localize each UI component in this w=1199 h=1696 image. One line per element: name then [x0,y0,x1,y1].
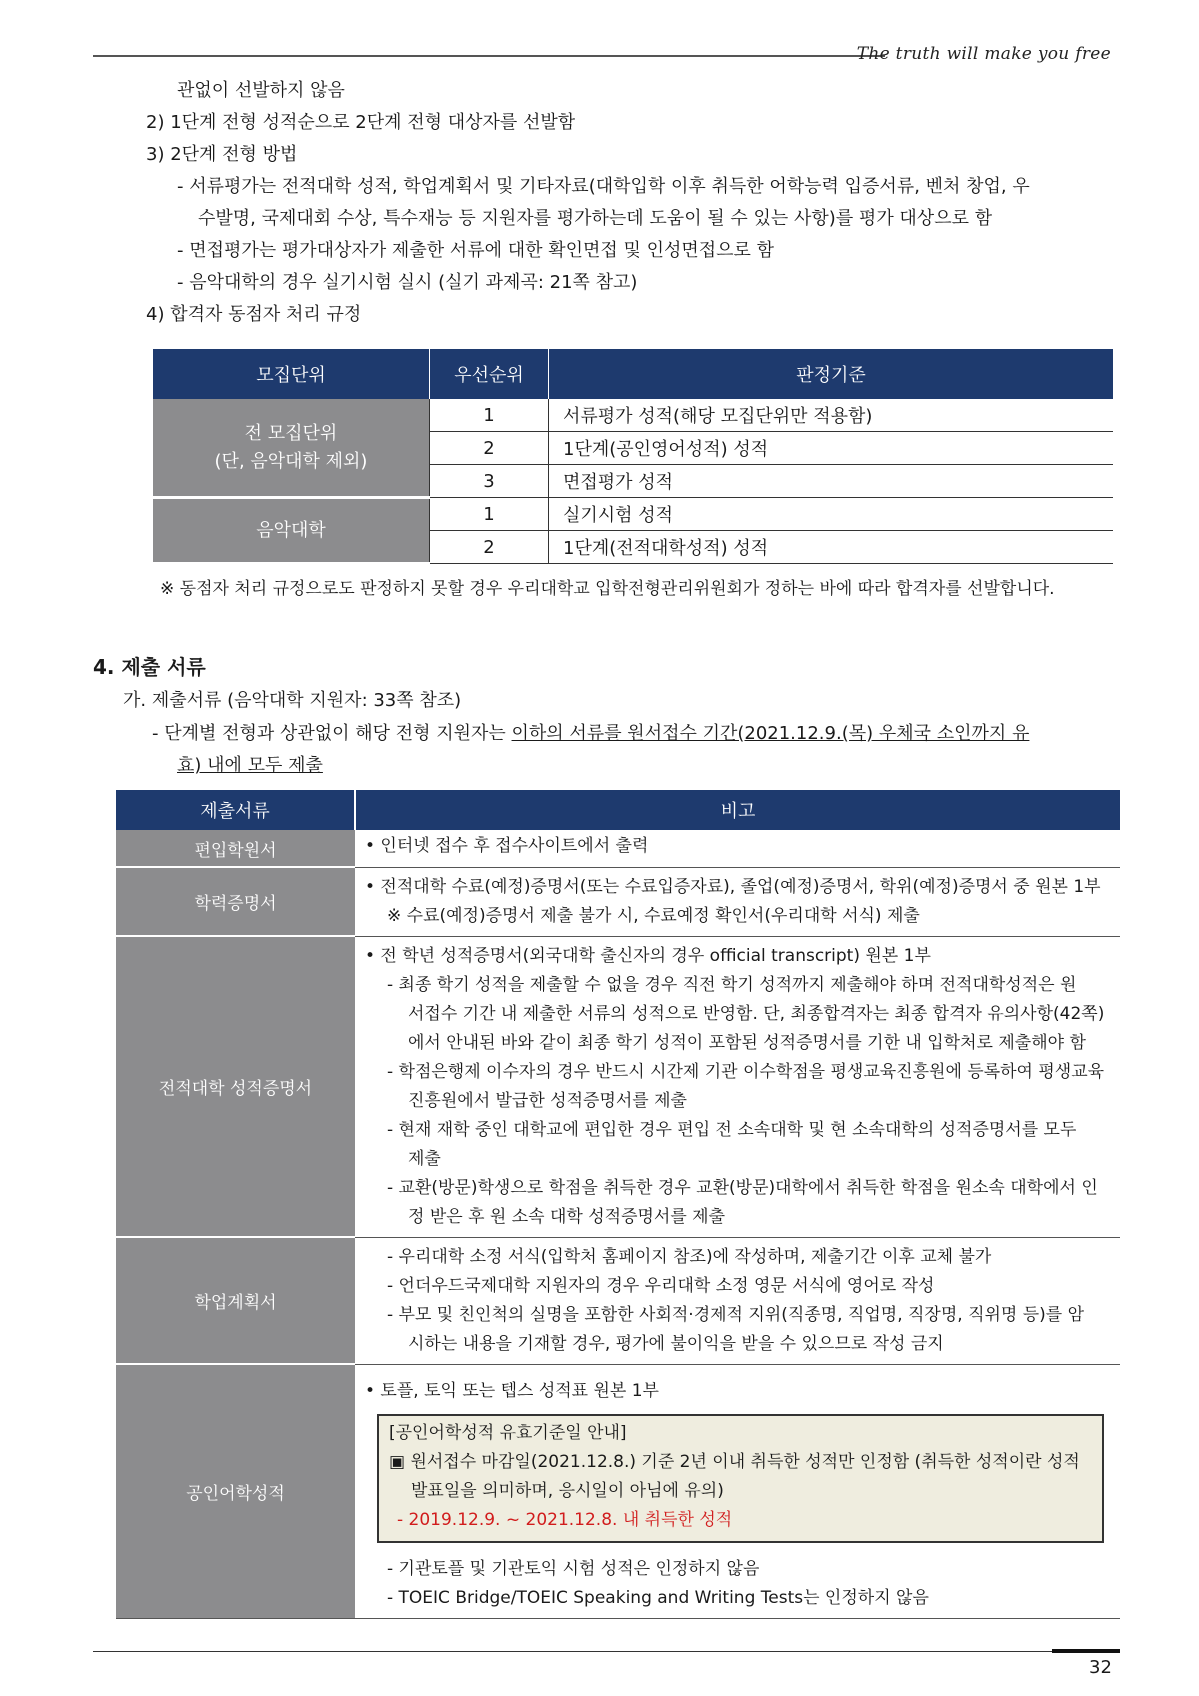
rank-cell: 3 [430,465,549,498]
criterion-cell: 면접평가 성적 [549,465,1114,498]
table-row [116,867,1120,936]
rank-cell: 2 [430,531,549,564]
document-name: 공인어학성적 [116,1364,355,1618]
intro-line: 수발명, 국제대회 수상, 특수재능 등 지원자를 평가하는데 도움이 될 수 있는 사항)를 평가 대상으로 함 [198,208,993,229]
intro-line: - 면접평가는 평가대상자가 제출한 서류에 대한 확인면접 및 인성면접으로 함 [177,240,775,261]
col-header-criterion: 판정기준 [549,349,1114,399]
notice-title: [공인어학성적 유효기준일 안내] [389,1422,627,1443]
document-name: 전적대학 성적증명서 [116,936,355,1237]
document-remarks: • 토플, 토익 또는 텝스 성적표 원본 1부 [공인어학성적 유효기준일 안내] ▣ 원서접수 마감일(2021.12.8.) 기준 2년 이내 취득한 성적만 인정함 (취득한 성적이란 성적 발표일을 의미하며, 응시일이 아님에 유의) - 2019.12.9. ~ 2021.12.8. 내 취득한 성적 - 기관토플 및 기관토익 시험 성적은 인정하지 않음 - TOEIC Bridge/TOEIC Speaking and Writing Tests는 인정하지 않음 [355,1364,1120,1618]
intro-line: 관없이 선발하지 않음 [177,80,345,101]
rank-cell: 2 [430,432,549,465]
rank-cell: 1 [430,498,549,531]
footer-accent-bar [1052,1649,1120,1653]
document-name: 편입학원서 [116,830,355,867]
footer-rule [93,1651,1120,1652]
document-name: 학력증명서 [116,867,355,936]
col-header-unit: 모집단위 [153,349,430,399]
table-row [116,830,1120,867]
col-header-rank: 우선순위 [430,349,549,399]
notice-valid-period: - 2019.12.9. ~ 2021.12.8. 내 취득한 성적 [397,1509,733,1530]
table-row [116,936,1120,1237]
tie-break-table [153,349,1113,565]
submission-bullet: - 단계별 전형과 상관없이 해당 전형 지원자는 이하의 서류를 원서접수 기간(2021.12.9.(목) 우체국 소인까지 유 [152,723,1030,744]
intro-line: - 서류평가는 전적대학 성적, 학업계획서 및 기타자료(대학입학 이후 취득한 어학능력 입증서류, 벤처 창업, 우 [177,176,1030,197]
document-remarks: - 우리대학 소정 서식(입학처 홈페이지 참조)에 작성하며, 제출기간 이후 교체 불가 - 언더우드국제대학 지원자의 경우 우리대학 소정 영문 서식에 영어로 작성 - 부모 및 친인척의 실명을 포함한 사회적·경제적 지위(직종명, 직업명, 직장명, 직위명 등)를 암 시하는 내용을 기재할 경우, 평가에 불이익을 받을 수 있으므로 작성 금지 [355,1237,1120,1364]
col-header-remarks: 비고 [355,790,1120,830]
criterion-cell: 1단계(공인영어성적) 성적 [549,432,1114,465]
section-title: 4. 제출 서류 [93,655,206,679]
document-name: 학업계획서 [116,1237,355,1364]
intro-line: 2) 1단계 전형 성적순으로 2단계 전형 대상자를 선발함 [146,112,576,133]
submission-bullet-cont: 효) 내에 모두 제출 [177,755,323,776]
page-number: 32 [1089,1657,1112,1678]
intro-line: 4) 합격자 동점자 처리 규정 [146,304,362,325]
header-rule [93,55,885,57]
notice-line: 발표일을 의미하며, 응시일이 아님에 유의) [411,1480,724,1501]
tie-note: ※ 동점자 처리 규정으로도 판정하지 못할 경우 우리대학교 입학전형관리위원회가 정하는 바에 따라 합격자를 선발합니다. [160,579,1055,599]
intro-line: 3) 2단계 전형 방법 [146,144,298,165]
table-row [116,1237,1120,1364]
criterion-cell: 실기시험 성적 [549,498,1114,531]
notice-line: ▣ 원서접수 마감일(2021.12.8.) 기준 2년 이내 취득한 성적만 인정함 (취득한 성적이란 성적 [389,1451,1080,1472]
criterion-cell: 서류평가 성적(해당 모집단위만 적용함) [549,399,1114,432]
document-remarks: • 전적대학 수료(예정)증명서(또는 수료입증자료), 졸업(예정)증명서, 학위(예정)증명서 중 원본 1부 ※ 수료(예정)증명서 제출 불가 시, 수료예정 확인서(우리대학 서식) 제출 [355,867,1120,936]
col-header-document: 제출서류 [116,790,355,830]
documents-table [116,790,1120,1619]
subsection-title: 가. 제출서류 (음악대학 지원자: 33쪽 참조) [123,690,462,711]
document-remarks: • 전 학년 성적증명서(외국대학 출신자의 경우 official transcript) 원본 1부 - 최종 학기 성적을 제출할 수 없을 경우 직전 학기 성적까지 제출해야 하며 전적대학성적은 원 서접수 기간 내 제출한 서류의 성적으로 반영함. 단, 최종합격자는 최종 합격자 유의사항(42쪽) 에서 안내된 바와 같이 최종 학기 성적이 포함된 성적증명서를 기한 내 입학처로 제출해야 함 - 학점은행제 이수자의 경우 반드시 시간제 기관 이수학점을 평생교육진흥원에 등록하여 평생교육 진흥원에서 발급한 성적증명서를 제출 - 현재 재학 중인 대학교에 편입한 경우 편입 전 소속대학 및 현 소속대학의 성적증명서를 모두 제출 - 교환(방문)학생으로 학점을 취득한 경우 교환(방문)대학에서 취득한 학점을 원소속 대학에서 인 정 받은 후 원 소속 대학 성적증명서를 제출 [355,936,1120,1237]
unit-cell: 전 모집단위 (단, 음악대학 제외) [153,399,430,498]
document-remarks: • 인터넷 접수 후 접수사이트에서 출력 [355,830,1120,867]
criterion-cell: 1단계(전적대학성적) 성적 [549,531,1114,564]
unit-cell: 음악대학 [153,498,430,564]
table-row [116,1364,1120,1618]
intro-line: - 음악대학의 경우 실기시험 실시 (실기 과제곡: 21쪽 참고) [177,272,638,293]
header-motto: The truth will make you free [856,44,1111,64]
rank-cell: 1 [430,399,549,432]
validity-notice-box [377,1414,1104,1543]
